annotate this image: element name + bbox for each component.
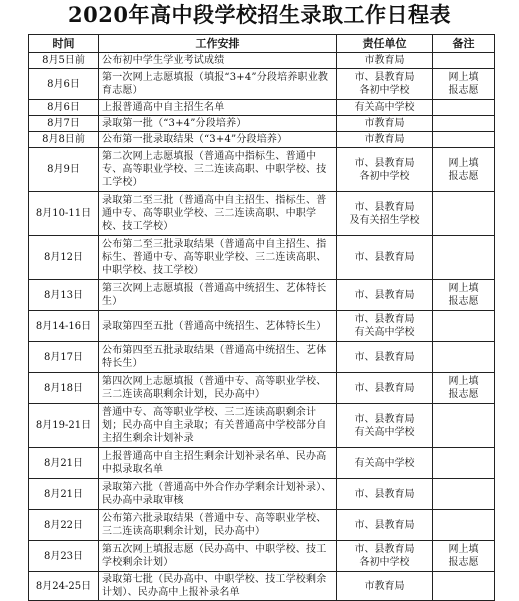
row-note-cell: 网上填 报志愿 [433,541,495,572]
row-date-cell: 8月8日前 [29,132,99,148]
row-note-cell: 网上填 报志愿 [433,373,495,404]
row-date-cell: 8月18日 [29,373,99,404]
row-note-cell: 网上填 报志愿 [433,280,495,311]
row-task-cell: 公布初中学生学业考试成绩 [99,53,337,69]
table-row [29,572,495,601]
row-task-cell: 第三次网上志愿填报（普通高中统招生、艺体特长生） [99,280,337,311]
row-date-cell: 8月21日 [29,448,99,479]
row-task-cell: 录取第六批（普通高中外合作办学剩余计划补录）、民办高中录取审核 [99,479,337,510]
header-unit: 责任单位 [337,35,433,53]
row-task-cell: 公布第四至五批录取结果（普通高中统招生、艺体特长生） [99,342,337,373]
row-task-cell: 录取第四至五批（普通高中统招生、艺体特长生） [99,311,337,342]
row-unit-cell: 市、县教育局 [337,510,433,541]
schedule-table [28,34,495,601]
row-note-cell: 网上填 报志愿 [433,69,495,100]
row-date-cell: 8月19-21日 [29,404,99,448]
table-row [29,192,495,236]
table-row [29,448,495,479]
row-note-cell [433,448,495,479]
row-unit-cell: 市、县教育局 [337,373,433,404]
row-task-cell: 第二次网上志愿填报（普通高中指标生、普通中专、高等职业学校、三二连读高职、中职学校、技工学校） [99,148,337,192]
row-unit-cell: 市教育局 [337,572,433,601]
row-task-cell: 录取第七批（民办高中、中职学校、技工学校剩余计划）、民办高中上报补录名单 [99,572,337,601]
row-task-cell: 第四次网上志愿填报（普通中专、高等职业学校、三二连读高职剩余计划，民办高中） [99,373,337,404]
table-row [29,116,495,132]
row-note-cell [433,342,495,373]
row-date-cell: 8月6日 [29,100,99,116]
row-task-cell: 公布第六批录取结果（普通中专、高等职业学校、三二连读高职剩余计划，民办高中） [99,510,337,541]
row-unit-cell: 市、县教育局 [337,479,433,510]
row-unit-cell: 市、县教育局 有关高中学校 [337,311,433,342]
table-row [29,53,495,69]
row-date-cell: 8月10-11日 [29,192,99,236]
table-row [29,132,495,148]
row-unit-cell: 市、县教育局 有关高中学校 [337,404,433,448]
row-unit-cell: 有关高中学校 [337,100,433,116]
row-task-cell: 公布第一批录取结果（“3+4”分段培养） [99,132,337,148]
row-task-cell: 普通中专、高等职业学校、三二连读高职剩余计划；民办高中自主录取；有关普通高中学校部分自主招生剩余计划补录 [99,404,337,448]
row-task-cell: 公布第二至三批录取结果（普通高中自主招生、指标生、普通中专、高等职业学校、三二连读高职、中职学校、技工学校） [99,236,337,280]
header-task: 工作安排 [99,35,337,53]
table-row [29,280,495,311]
table-row [29,404,495,448]
table-row [29,236,495,280]
table-row [29,373,495,404]
row-unit-cell: 市、县教育局 各初中学校 [337,69,433,100]
row-unit-cell: 市教育局 [337,53,433,69]
row-note-cell [433,236,495,280]
table-row [29,342,495,373]
row-date-cell: 8月9日 [29,148,99,192]
row-unit-cell: 市、县教育局 [337,280,433,311]
row-note-cell [433,311,495,342]
row-note-cell [433,510,495,541]
row-unit-cell: 市教育局 [337,132,433,148]
row-note-cell [433,116,495,132]
row-note-cell [433,100,495,116]
row-unit-cell: 市、县教育局 各初中学校 [337,148,433,192]
row-unit-cell: 市、县教育局 [337,236,433,280]
row-date-cell: 8月7日 [29,116,99,132]
row-unit-cell: 市、县教育局 [337,342,433,373]
table-row [29,541,495,572]
page-title: 2020年高中段学校招生录取工作日程表 [68,2,451,27]
table-row [29,479,495,510]
row-date-cell: 8月17日 [29,342,99,373]
row-note-cell [433,53,495,69]
row-date-cell: 8月6日 [29,69,99,100]
row-note-cell: 网上填 报志愿 [433,148,495,192]
table-row [29,148,495,192]
table-header-row [29,35,495,53]
row-note-cell [433,572,495,601]
row-task-cell: 上报普通高中自主招生名单 [99,100,337,116]
row-unit-cell: 市教育局 [337,116,433,132]
row-unit-cell: 市、县教育局 各初中学校 [337,541,433,572]
row-note-cell [433,479,495,510]
table-row [29,311,495,342]
table-row [29,69,495,100]
row-task-cell: 第一次网上志愿填报（填报“3+4”分段培养职业教育志愿） [99,69,337,100]
row-task-cell: 录取第二至三批（普通高中自主招生、指标生、普通中专、高等职业学校、三二连读高职、中职学校、技工学校） [99,192,337,236]
row-date-cell: 8月22日 [29,510,99,541]
row-task-cell: 上报普通高中自主招生剩余计划补录名单、民办高中拟录取名单 [99,448,337,479]
row-date-cell: 8月21日 [29,479,99,510]
row-note-cell [433,192,495,236]
row-unit-cell: 市、县教育局 及有关招生学校 [337,192,433,236]
row-date-cell: 8月5日前 [29,53,99,69]
header-time: 时间 [29,35,99,53]
row-task-cell: 第五次网上填报志愿（民办高中、中职学校、技工学校剩余计划） [99,541,337,572]
row-date-cell: 8月14-16日 [29,311,99,342]
table-row [29,100,495,116]
header-note: 备注 [433,35,495,53]
row-date-cell: 8月12日 [29,236,99,280]
row-note-cell [433,132,495,148]
row-unit-cell: 有关高中学校 [337,448,433,479]
row-task-cell: 录取第一批（“3+4”分段培养） [99,116,337,132]
row-date-cell: 8月13日 [29,280,99,311]
row-date-cell: 8月23日 [29,541,99,572]
row-note-cell [433,404,495,448]
table-row [29,510,495,541]
row-date-cell: 8月24-25日 [29,572,99,601]
